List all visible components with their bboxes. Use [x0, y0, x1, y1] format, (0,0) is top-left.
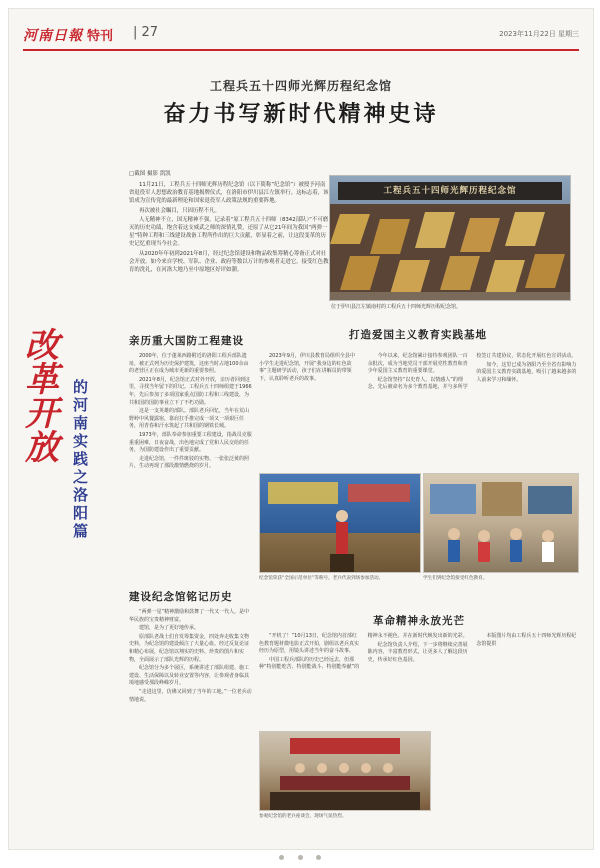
photo-caption: 位于伊川县江左镇南村的工程兵五十四师光辉历程纪念馆。 — [331, 304, 462, 310]
students-visit-photo — [423, 473, 579, 573]
masthead — [23, 21, 579, 51]
newspaper-logo: 河南日報 — [23, 28, 83, 44]
newspaper-page — [8, 8, 594, 850]
section-name: 特刊 — [87, 29, 114, 44]
meeting-scene-graphic — [260, 732, 430, 810]
lead-paragraph: 人无精神不立，国无精神不强。记录着“原工程兵五十四师（8342部队）”不可磨灭的历史功绩，饱含着这支威武之师的深情礼赞，还原了从它21年间为我国“两弹一星”特种工程和三线建设战备工程所作出的巨大贡献，彰显着之前，让这段变革的历史记忆重现当今社会。 — [129, 216, 329, 248]
series-title-subtitle: 的河南实践之洛阳篇 — [71, 379, 89, 541]
lead-paragraph: 11月21日，工程兵五十四师光辉历程纪念馆（以下简称“纪念馆”）被授予河南省退役军人思想政治教育基地揭牌仪式，在洛阳市伊川县江左镇举行。这标志着，该馆成为宣传党的最新理论和国家退役军人政策法规的重要阵地。 — [129, 182, 329, 205]
page-dot[interactable] — [279, 855, 284, 860]
article-kicker: 工程兵五十四师光辉历程纪念馆 — [209, 79, 392, 93]
body-paragraph: 纪念馆负责人介绍，下一步将继续完善展陈内容，丰富教育形式，让更多人了解这段历史，传承好红色基因。 — [367, 641, 468, 663]
body-paragraph: 原部队老战士们自发筹集资金，四处奔走收集文物史料，为纪念馆的建设倾注了大量心血。经过反复论证和精心布展，纪念馆以翔实的史料、珍贵的图片和实物，全面展示了部队光辉的历程。 — [129, 633, 250, 663]
award-ceremony-photo — [259, 473, 421, 573]
section-heading-4: 革命精神永放光芒 — [373, 615, 465, 627]
body-paragraph: 纪念馆分为多个展区，系统讲述了部队组建、施工建设、生活保障以及转业安置等内容，让参观者身临其境地感受那段峥嵘岁月。 — [129, 665, 250, 687]
byline: □截图 摄影 凯凯 — [129, 171, 171, 177]
body-paragraph: 纪念馆坚持“以史育人、以情感人”的理念，先后被命名为多个教育基地，并与多所学校签订共建协议，常态化开展红色宣讲活动。 — [367, 353, 577, 391]
lead-paragraph: 再次被社会瞩目，只因历程不凡。 — [139, 207, 220, 214]
body-paragraph: 建馆，是为了更好地传承。 — [139, 625, 200, 632]
page-indicator[interactable] — [0, 845, 600, 864]
photo-caption: 纪念馆荣获“全国示范单位”等称号，老兵代表到场参加活动。 — [259, 576, 384, 581]
body-paragraph: 2021年8月，纪念馆正式对外开放，亲历者回到这里，寻找当年留下的印记。工程兵五十四师组建于1966年，先后参加了多项国家重点国防工程和三线建设，为共和国的国防事业立下了不朽功勋。 — [129, 376, 252, 406]
body-paragraph: 如今，这里已成为洛阳乃至全省有影响力的爱国主义教育实践基地，吸引了越来越多的人前来学习和缅怀。 — [476, 361, 577, 383]
body-paragraph: 2000年，位于蓬莱西路附近的洛阳工程兵部队遗址，被正式列为历史保护建筑，这座当时占地100余亩的老营区正在成为城市更新的重要参照。 — [129, 353, 249, 375]
section-3-text — [129, 609, 253, 705]
page-dot[interactable] — [316, 855, 321, 860]
lead-text — [129, 181, 329, 275]
page-dot[interactable] — [298, 855, 303, 860]
section-heading-2: 打造爱国主义教育实践基地 — [349, 329, 487, 341]
body-paragraph: 今年以来，纪念馆累计接待参观团队一百余批次，成为当地党员干部开展党性教育和青少年爱国主义教育的重要课堂。 — [367, 353, 468, 375]
section-heading-3: 建设纪念馆铭记历史 — [129, 591, 233, 603]
body-paragraph: 1973年，部队奉命参加重要工程建设，指战员克服重重困难，日夜奋战，出色地完成了党和人民交给的任务，为国防建设作出了重要贡献。 — [129, 431, 252, 454]
issue-date: 2023年11月22日 星期三 — [499, 30, 579, 38]
lead-paragraph: 从2020年年初到2021年8月，经过纪念馆建设和物品收集筹精心筹备正式对社会开放。如今来自学校、军队、企业、政府等数以万计的参观者走进它，接受红色教育的洗礼，在河洛大地乃至中原地区好评如潮。 — [129, 250, 329, 274]
body-paragraph: 走进纪念馆，一件件斑驳的实物、一张张泛黄的照片，生动再现了那段激情燃烧的岁月。 — [129, 455, 250, 470]
museum-wall-photo — [329, 175, 571, 301]
series-title — [25, 326, 113, 629]
wall-pattern-graphic — [330, 204, 570, 300]
section-2-text — [259, 353, 577, 392]
article-headline: 奋力书写新时代精神史诗 — [163, 101, 439, 127]
body-paragraph: “开机了！”10月13日，纪念馆内首部红色教育题材微电影正式开拍，剧组以老兵真实经历为原型，用镜头讲述当年的奋斗故事。 — [259, 633, 360, 655]
body-paragraph: “两弹一星”精神激励和鼓舞了一代又一代人，是中华民族的宝贵精神财富。 — [129, 609, 250, 623]
section-heading-1: 亲历重大国防工程建设 — [129, 335, 244, 347]
section-4-text — [259, 633, 577, 672]
museum-sign: 工程兵五十四师光辉历程纪念馆 — [338, 182, 562, 200]
body-paragraph: “走进这里，仿佛又回到了当年的工地。”一位老兵动情地说。 — [129, 688, 252, 703]
body-paragraph: 2023年9月，伊川县教育局组织全县中小学生走进纪念馆，开展“我身边的红色故事”主题研学活动，孩子们在讲解员的带领下，认真聆听老兵的故事。 — [259, 353, 355, 382]
section-1-text — [129, 353, 253, 472]
students-scene-graphic — [424, 474, 578, 572]
page-number: | 27 — [133, 25, 159, 40]
body-paragraph: 这是一支英雄的部队。部队老兵回忆，当年在荒山野岭中风餐露宿，靠肩扛手推完成一项又一项艰巨任务，用青春和汗水筑起了共和国的钢铁长城。 — [129, 408, 250, 430]
veterans-meeting-photo — [259, 731, 431, 811]
series-title-main: 改革开放 — [25, 326, 59, 468]
body-paragraph: 中国工程兵部队的历史已经远去，但那种“特别能吃苦、特别能战斗、特别能奉献”的精神永不褪色，并在新时代焕发出新的光彩。 — [259, 633, 468, 671]
photo-credit: 本版图片均由工程兵五十四师光辉历程纪念馆提供 — [476, 633, 577, 647]
photo-caption: 学生们到纪念馆接受红色教育。 — [423, 576, 488, 581]
photo-caption: 参观纪念馆的老兵座谈会，现场气氛热烈。 — [259, 814, 347, 819]
ceremony-scene-graphic — [260, 474, 420, 572]
